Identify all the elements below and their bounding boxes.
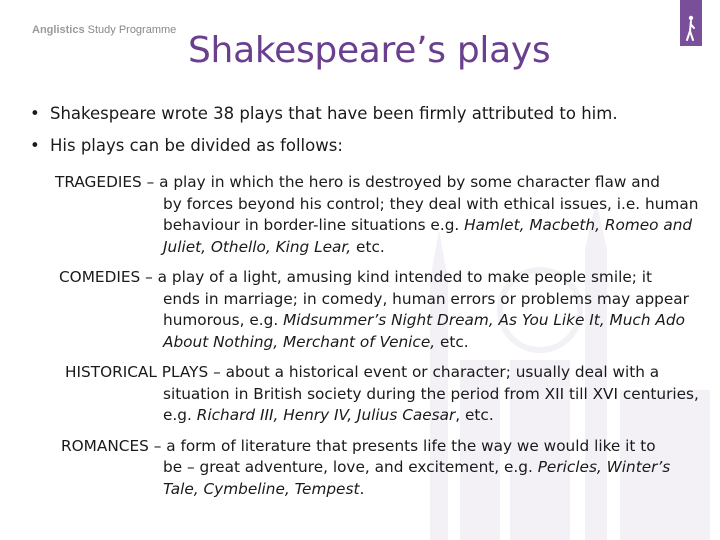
programme-label xyxy=(32,24,176,36)
category-tail: . xyxy=(359,479,365,498)
category-description xyxy=(0,194,720,259)
category-text: be – great adventure, love, and excitement, e.g. xyxy=(163,458,538,476)
category-heading-line: ROMANCES – a form of literature that presents life the way we would like it to xyxy=(61,436,656,455)
bullet-text: Shakespeare wrote 38 plays that have been firmly attributed to him. xyxy=(50,104,618,123)
category-heading-line: TRAGEDIES – a play in which the hero is destroyed by some character flaw and xyxy=(55,173,660,191)
category-heading-line: COMEDIES – a play of a light, amusing kind intended to make people smile; it xyxy=(59,268,652,286)
category-tail: , etc. xyxy=(455,406,494,424)
bullet-text: His plays can be divided as follows: xyxy=(50,136,343,155)
category-tragedies xyxy=(0,172,720,258)
play-categories xyxy=(0,172,720,509)
category-examples: Midsummer’s Night Dream, As You Like It, Much Ado About Nothing, Merchant of Venice, xyxy=(163,311,685,351)
bullet-item xyxy=(28,104,618,123)
programme-label-bold: Anglistics xyxy=(32,24,85,36)
category-romances xyxy=(0,436,720,501)
walking-figure-logo-icon xyxy=(680,0,702,46)
programme-label-rest: Study Programme xyxy=(84,24,177,36)
bullet-dot-icon: • xyxy=(30,104,40,123)
category-description xyxy=(0,384,720,427)
category-heading-line: HISTORICAL PLAYS – about a historical event or character; usually deal with a xyxy=(65,363,660,381)
category-tail: etc. xyxy=(351,237,385,256)
category-historical xyxy=(0,362,720,427)
bullet-item xyxy=(28,136,618,155)
category-description xyxy=(0,289,720,354)
category-description xyxy=(0,457,720,500)
bullet-dot-icon: • xyxy=(30,136,40,155)
slide-title: Shakespeare’s plays xyxy=(188,30,551,71)
category-examples: Richard III, Henry IV, Julius Caesar xyxy=(196,406,456,424)
category-tail: etc. xyxy=(435,332,469,351)
category-text: ends in marriage; in comedy, human errors or problems may appear humorous, e.g. xyxy=(163,289,689,329)
category-text: situation in British society during the period from XII till XVI centuries, e.g. xyxy=(163,384,699,424)
category-examples: Hamlet, Macbeth, Romeo and Juliet, Othello, King Lear, xyxy=(163,216,693,256)
category-examples: Pericles, Winter’s Tale, Cymbeline, Tempest xyxy=(163,458,671,498)
bullet-list xyxy=(28,104,618,168)
category-text: by forces beyond his control; they deal with ethical issues, i.e. human behaviour in border-line situations e.g. xyxy=(163,194,699,234)
category-comedies xyxy=(0,267,720,353)
